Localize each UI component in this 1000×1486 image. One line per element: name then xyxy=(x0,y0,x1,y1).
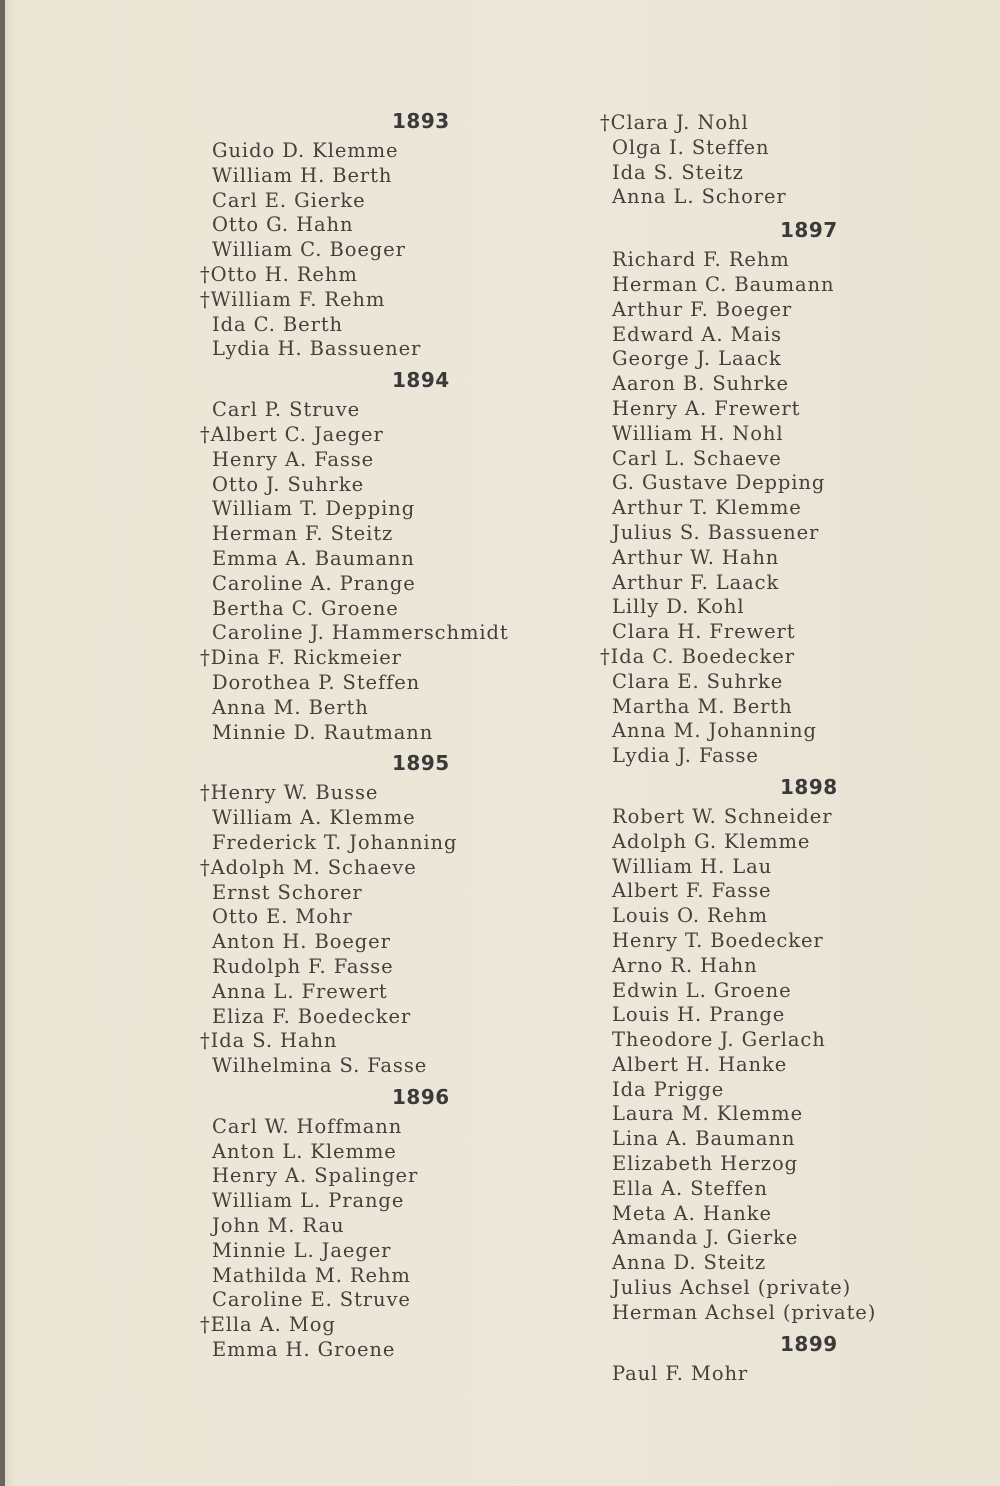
name-entry: William T. Depping xyxy=(212,497,416,521)
name-entry: Anna M. Johanning xyxy=(612,719,817,743)
name-entry: Frederick T. Johanning xyxy=(212,830,458,854)
name-entry: Edward A. Mais xyxy=(612,322,782,346)
name-entry: William H. Lau xyxy=(612,854,773,878)
name-entry: †Adolph M. Schaeve xyxy=(200,855,417,879)
name-entry: Anna L. Schorer xyxy=(612,185,787,209)
name-entry: Eliza F. Boedecker xyxy=(212,1004,412,1028)
name-entry: Arthur W. Hahn xyxy=(612,545,780,569)
year-heading: 1898 xyxy=(780,774,838,799)
name-entry: Lilly D. Kohl xyxy=(612,595,745,619)
name-entry: Arthur T. Klemme xyxy=(612,496,802,520)
name-entry: William L. Prange xyxy=(212,1189,405,1213)
name-entry: Minnie D. Rautmann xyxy=(212,720,434,744)
name-entry: Adolph G. Klemme xyxy=(612,829,811,853)
name-entry: Mathilda M. Rehm xyxy=(212,1263,411,1287)
name-entry: Lina A. Baumann xyxy=(612,1127,796,1151)
name-entry: Minnie L. Jaeger xyxy=(212,1238,392,1262)
name-entry: Ernst Schorer xyxy=(212,880,363,904)
name-entry: Ella A. Steffen xyxy=(612,1176,768,1200)
name-entry: Wilhelmina S. Fasse xyxy=(212,1054,428,1078)
name-entry: Emma A. Baumann xyxy=(212,546,415,570)
name-entry: Otto J. Suhrke xyxy=(212,472,365,496)
name-entry: Henry T. Boedecker xyxy=(612,928,824,952)
name-entry: Caroline J. Hammerschmidt xyxy=(212,621,509,645)
name-entry: †William F. Rehm xyxy=(200,287,386,311)
name-entry: Bertha C. Groene xyxy=(212,596,399,620)
name-entry: †Ida S. Hahn xyxy=(200,1029,338,1053)
year-section xyxy=(200,107,572,362)
name-entry: Otto G. Hahn xyxy=(212,213,354,237)
name-entry: Anton L. Klemme xyxy=(212,1139,397,1163)
name-entry: William C. Boeger xyxy=(212,238,406,262)
name-entry: †Clara J. Nohl xyxy=(600,111,749,134)
name-entry: Anton H. Boeger xyxy=(212,930,391,954)
year-heading: 1896 xyxy=(392,1084,450,1109)
year-heading: 1893 xyxy=(392,109,450,133)
name-entry: Lydia H. Bassuener xyxy=(212,337,422,361)
name-entry: Ida C. Berth xyxy=(212,312,344,336)
name-entry: Amanda J. Gierke xyxy=(612,1226,799,1250)
name-entry: Louis O. Rehm xyxy=(612,904,768,928)
name-list xyxy=(200,139,572,362)
name-entry: †Ida C. Boedecker xyxy=(600,644,795,668)
name-entry: Anna L. Frewert xyxy=(212,979,388,1003)
continued-name-list xyxy=(600,111,992,210)
name-entry: Martha M. Berth xyxy=(612,694,793,718)
year-section xyxy=(200,1083,572,1363)
name-entry: †Otto H. Rehm xyxy=(200,262,358,286)
name-entry: William H. Berth xyxy=(212,163,393,187)
name-entry: Herman Achsel (private) xyxy=(612,1300,877,1324)
name-entry: Henry A. Spalinger xyxy=(212,1164,419,1188)
name-entry: Carl E. Gierke xyxy=(212,188,366,212)
name-entry: †Ella A. Mog xyxy=(200,1313,336,1337)
name-entry: Herman C. Baumann xyxy=(612,272,835,296)
name-entry: Henry A. Fasse xyxy=(212,447,375,471)
name-entry: Henry A. Frewert xyxy=(612,396,801,420)
name-entry: G. Gustave Depping xyxy=(612,471,826,495)
name-entry: Emma H. Groene xyxy=(212,1338,396,1362)
year-section xyxy=(612,773,992,1326)
name-entry: Edwin L. Groene xyxy=(612,978,792,1002)
name-entry: †Henry W. Busse xyxy=(200,781,379,805)
name-entry: Julius Achsel (private) xyxy=(612,1276,852,1300)
name-entry: Aaron B. Suhrke xyxy=(612,372,789,396)
name-entry: Carl L. Schaeve xyxy=(612,446,782,470)
name-entry: Otto E. Mohr xyxy=(212,905,353,929)
year-heading: 1899 xyxy=(780,1331,838,1356)
name-entry: Louis H. Prange xyxy=(612,1003,786,1027)
name-entry: Guido D. Klemme xyxy=(212,139,399,162)
name-entry: Richard F. Rehm xyxy=(612,248,790,272)
year-heading: 1895 xyxy=(392,751,450,776)
name-entry: Caroline A. Prange xyxy=(212,571,416,595)
name-entry: Clara E. Suhrke xyxy=(612,669,784,693)
name-entry: Theodore J. Gerlach xyxy=(612,1028,826,1052)
name-entry: George J. Laack xyxy=(612,347,782,371)
name-entry: Arthur F. Boeger xyxy=(612,297,793,321)
name-entry: Julius S. Bassuener xyxy=(612,520,820,544)
name-entry: Arthur F. Laack xyxy=(612,570,780,594)
year-section xyxy=(600,216,992,769)
name-entry: Anna M. Berth xyxy=(212,695,369,719)
name-entry: Olga I. Steffen xyxy=(612,135,770,159)
name-entry: Carl P. Struve xyxy=(212,398,361,422)
name-list xyxy=(600,248,992,769)
name-entry: Robert W. Schneider xyxy=(612,804,833,828)
name-entry: Paul F. Mohr xyxy=(612,1361,749,1385)
page-spine xyxy=(0,0,5,1486)
name-entry: Ida S. Steitz xyxy=(612,160,744,184)
name-entry: Clara H. Frewert xyxy=(612,620,796,644)
name-entry: Meta A. Hanke xyxy=(612,1201,772,1225)
name-entry: Anna D. Steitz xyxy=(612,1251,767,1275)
right-column xyxy=(600,105,992,1390)
name-entry: Albert H. Hanke xyxy=(612,1052,788,1076)
name-entry: Elizabeth Herzog xyxy=(612,1152,798,1176)
name-entry: †Albert C. Jaeger xyxy=(200,422,384,446)
name-list xyxy=(200,781,572,1079)
year-heading: 1894 xyxy=(392,368,450,393)
name-entry: Herman F. Steitz xyxy=(212,522,394,546)
name-entry: Ida Prigge xyxy=(612,1077,725,1101)
name-entry: William A. Klemme xyxy=(212,806,416,830)
name-entry: Dorothea P. Steffen xyxy=(212,670,421,694)
name-entry: John M. Rau xyxy=(212,1214,345,1238)
name-list xyxy=(612,805,992,1326)
name-entry: Albert F. Fasse xyxy=(612,879,772,903)
name-list xyxy=(200,1114,572,1363)
name-entry: William H. Nohl xyxy=(612,421,784,445)
name-list xyxy=(200,398,572,745)
name-entry: Carl W. Hoffmann xyxy=(212,1114,403,1138)
left-column xyxy=(200,105,572,1367)
name-entry: Lydia J. Fasse xyxy=(612,744,759,768)
name-entry: Rudolph F. Fasse xyxy=(212,954,394,978)
year-heading: 1897 xyxy=(780,218,838,243)
year-section xyxy=(200,366,572,745)
name-entry: Caroline E. Struve xyxy=(212,1288,411,1312)
year-section xyxy=(612,1330,992,1387)
name-list xyxy=(612,1362,992,1387)
name-entry: †Dina F. Rickmeier xyxy=(200,646,402,670)
name-entry: Laura M. Klemme xyxy=(612,1102,804,1126)
year-section xyxy=(200,749,572,1079)
name-entry: Arno R. Hahn xyxy=(612,953,758,977)
